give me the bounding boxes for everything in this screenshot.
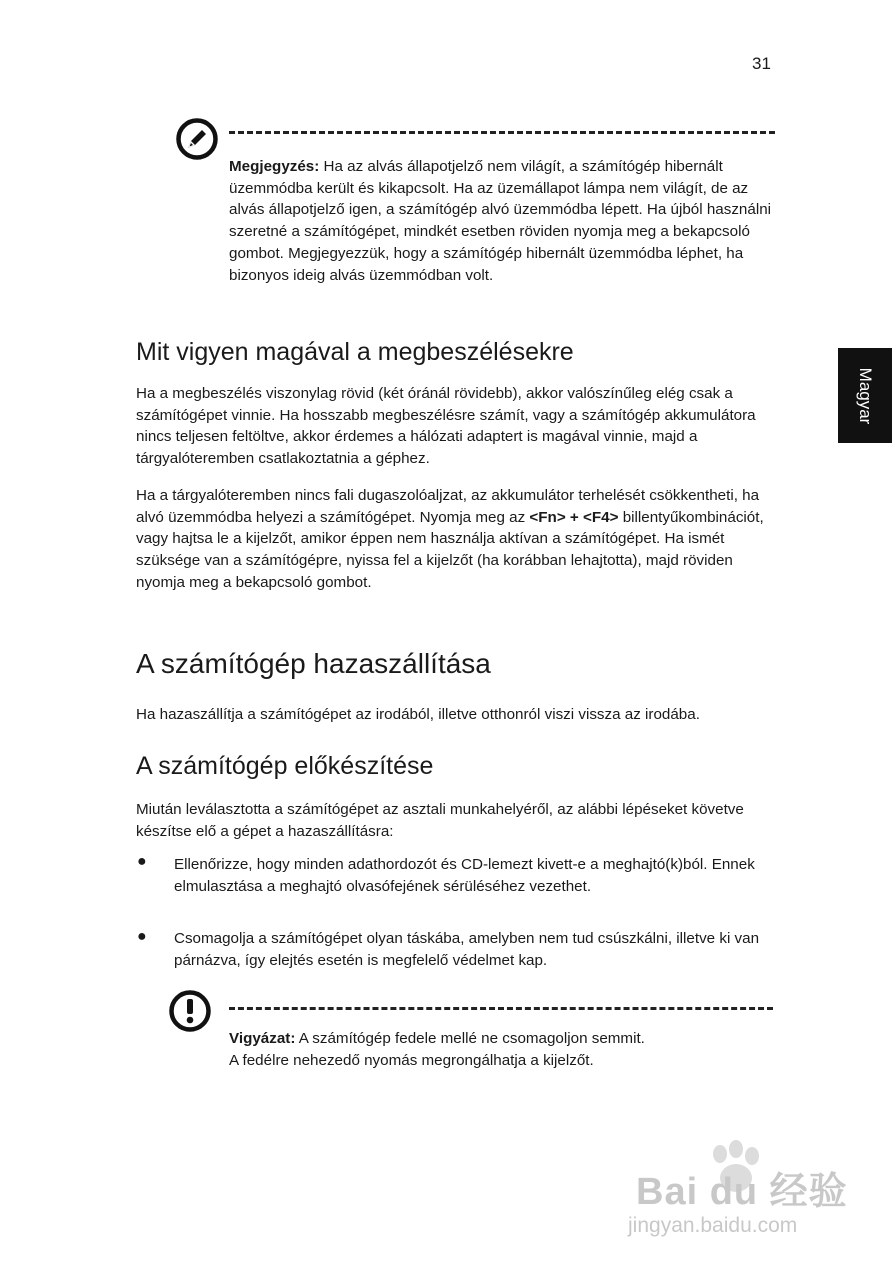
caution-exclamation-icon xyxy=(168,989,212,1033)
note-pen-icon xyxy=(175,117,219,161)
note-text xyxy=(229,156,777,286)
caution-divider xyxy=(229,1007,773,1010)
caution-line-1 xyxy=(229,1028,769,1050)
page-number: 31 xyxy=(752,54,771,73)
meetings-paragraph-1: Ha a megbeszélés viszonylag rövid (két óránál rövidebb), akkor valószínűleg elég csak a számítógépet vinnie. Ha hosszabb megbeszélésre számít, vagy a számítógép akkumulátora nincs teljesen feltöltve, akkor érdemes a hálózati adaptert is magával vinnie, majd a tárgyalóteremben csatlakoztatnia a géphez. xyxy=(136,385,756,468)
meetings-paragraph-2-start: Ha a tárgyalóteremben nincs fali dugaszolóaljzat, az akkumulátor terhelését csökkentheti, ha alvó üzemmódba helyezi a számítógépet. Nyomja meg az xyxy=(136,487,760,526)
list-item: Csomagolja a számítógépet olyan táskába, amelyben nem tud csúszkálni, illetve ki van párnázva, így elejtés esetén is megfelelő védelmet kap. xyxy=(174,930,760,969)
section-heading-preparing: A számítógép előkészítése xyxy=(136,752,434,780)
section-heading-meetings: Mit vigyen magával a megbeszélésekre xyxy=(136,338,574,366)
section-heading-taking-home: A számítógép hazaszállítása xyxy=(136,648,491,679)
watermark-logo: Bai du 经验 xyxy=(636,1171,848,1213)
bullet-marker: ● xyxy=(137,928,147,945)
caution-line-2: A fedélre nehezedő nyomás megrongálhatja a kijelzőt. xyxy=(229,1051,594,1069)
key-combination: <Fn> + <F4> xyxy=(529,508,619,526)
bullet-marker: ● xyxy=(137,853,147,870)
note-divider xyxy=(229,131,775,134)
caution-text xyxy=(229,1028,769,1071)
list-item: Ellenőrizze, hogy minden adathordozót és CD-lemezt kivett-e a meghajtó(k)ból. Ennek elmulasztása a meghajtó olvasófejének sérüléséhez vezethet. xyxy=(174,856,755,895)
watermark-url: jingyan.baidu.com xyxy=(628,1214,798,1237)
caution-label: Vigyázat: xyxy=(229,1030,296,1047)
preparing-paragraph: Miután leválasztotta a számítógépet az asztali munkahelyéről, az alábbi lépéseket követve készítse elő a gépet a hazaszállításra: xyxy=(136,801,744,840)
caution-body-1: A számítógép fedele mellé ne csomagoljon semmit. xyxy=(295,1030,645,1047)
note-label: Megjegyzés: xyxy=(229,158,320,175)
meetings-paragraph-2-end: billentyűkombinációt, vagy hajtsa le a kijelzőt, amikor éppen nem használja aktívan a számítógépet. Ha ismét szüksége van a számítógépre, nyissa fel a kijelzőt (ha korábban lehajtotta), majd röviden nyomja meg a bekapcsoló gombot. xyxy=(136,508,764,591)
taking-home-paragraph: Ha hazaszállítja a számítógépet az irodából, illetve otthonról viszi vissza az irodába. xyxy=(136,706,700,723)
language-tab-label: Magyar xyxy=(856,367,875,424)
meetings-paragraph-2 xyxy=(136,485,784,594)
language-side-tab xyxy=(838,348,892,443)
note-body: Ha az alvás állapotjelző nem világít, a számítógép hibernált üzemmódba került és kikapcsolt. Ha az üzemállapot lámpa nem világít, de az alvás állapotjelző igen, a számítógép alvó üzemmódba lépett. Ha újból használni szeretné a számítógépet, mindkét esetben röviden nyomja meg a bekapcsoló gombot. Megjegyezzük, hogy a számítógép hibernált üzemmódba léphet, ha bizonyos ideig alvás üzemmódban volt. xyxy=(229,158,772,284)
